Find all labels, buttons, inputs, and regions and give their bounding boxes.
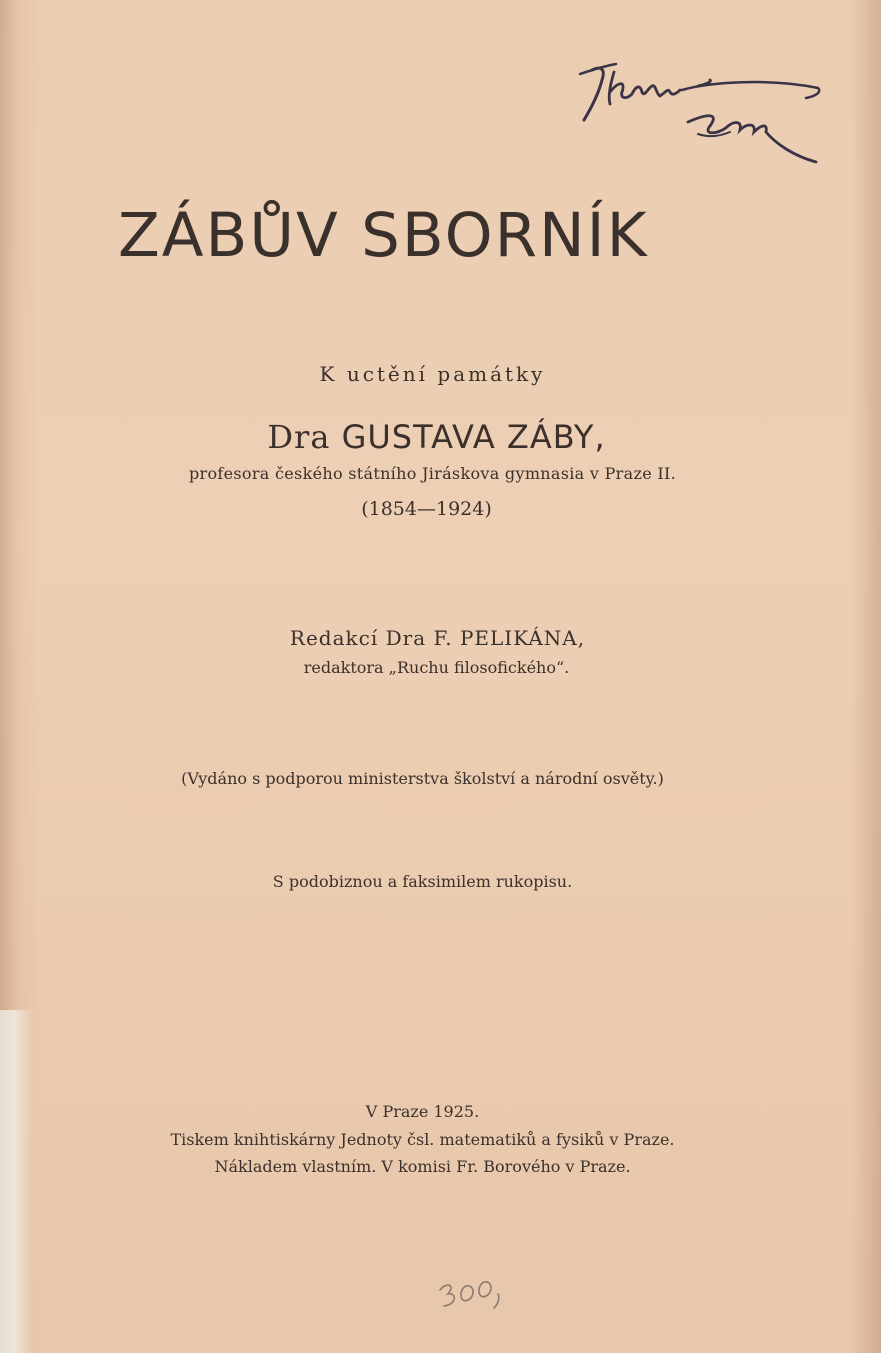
imprint-publisher: Nákladem vlastním. V komisi Fr. Borového v Praze. — [214, 1157, 631, 1176]
support-note: (Vydáno s podporou ministerstva školství a národní osvěty.) — [181, 769, 664, 788]
editor-line: Redakcí Dra F. PELIKÁNA, — [289, 626, 586, 650]
dedication-line: K uctění památky — [319, 362, 546, 386]
book-title: ZÁBŮV SBORNÍK — [118, 200, 649, 271]
honoree-role: profesora českého státního Jiráskova gymnasia v Praze II. — [189, 464, 676, 483]
handwritten-signature — [570, 52, 830, 182]
honoree-years: (1854—1924) — [361, 498, 492, 520]
honoree-surname: GUSTAVA ZÁBY, — [341, 418, 606, 456]
honoree-name — [0, 418, 877, 456]
editor-role: redaktora „Ruchu filosofického“. — [303, 658, 570, 677]
honoree-prefix: Dra — [267, 418, 331, 456]
worn-edge — [0, 1010, 34, 1353]
imprint-printer: Tiskem knihtiskárny Jednoty čsl. matematiků a fysiků v Praze. — [170, 1130, 675, 1149]
imprint-place-year: V Praze 1925. — [365, 1102, 480, 1121]
portrait-note: S podobiznou a faksimilem rukopisu. — [272, 872, 573, 891]
pencil-price-note — [430, 1260, 510, 1320]
